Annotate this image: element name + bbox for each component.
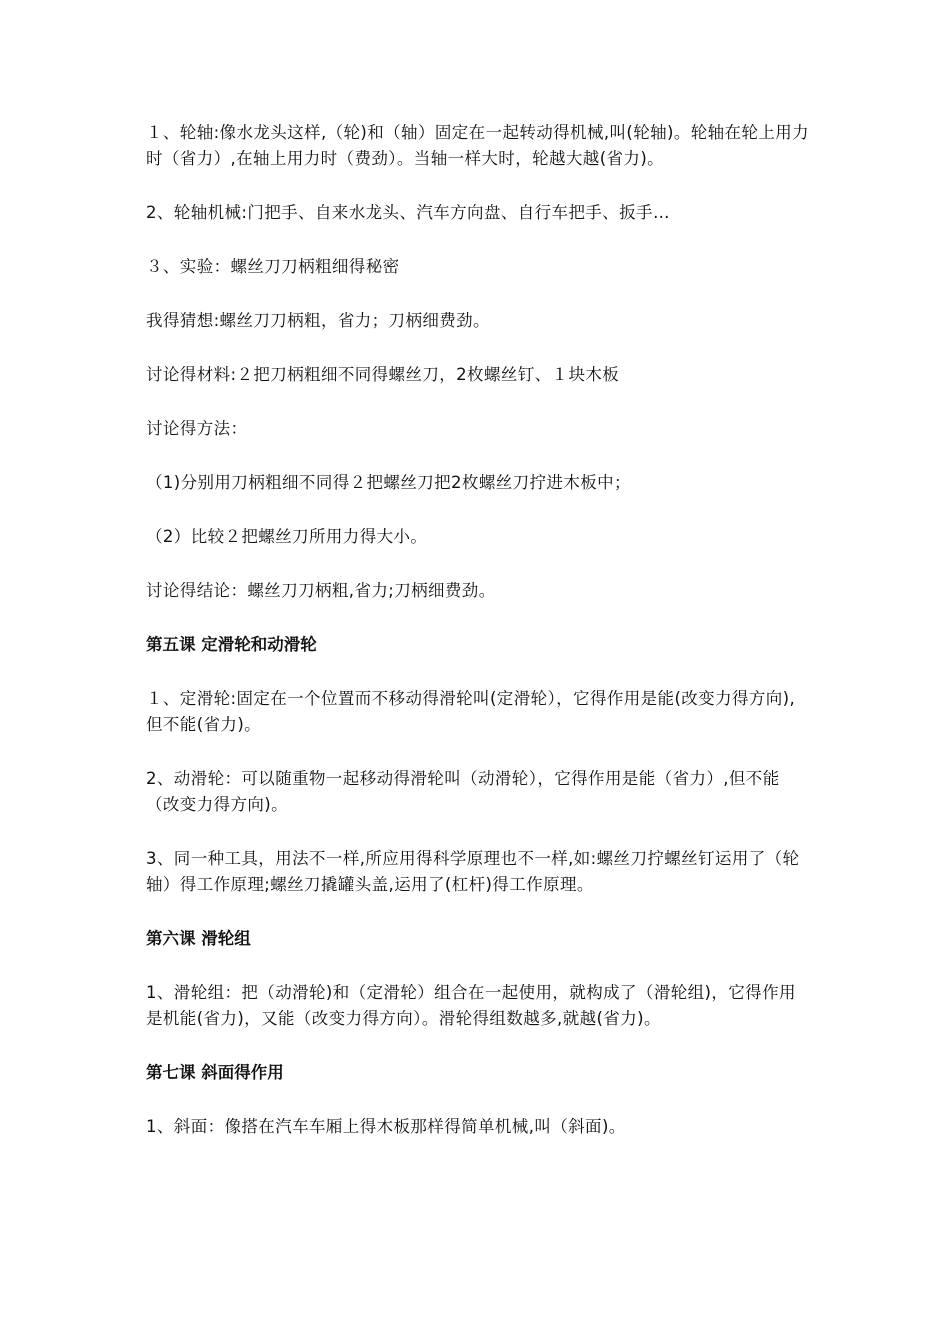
paragraph-pulley-block: 1、滑轮组：把（动滑轮)和（定滑轮）组合在一起使用，就构成了（滑轮组)，它得作用是机能(省力)，又能（改变力得方向）。滑轮得组数越多,就越(省力)。 xyxy=(146,983,796,1028)
paragraph-method-title: 讨论得方法： xyxy=(146,419,248,438)
paragraph-hypothesis: 我得猜想:螺丝刀刀柄粗，省力；刀柄细费劲。 xyxy=(146,311,490,330)
lesson-5-heading: 第五课 定滑轮和动滑轮 xyxy=(146,635,317,654)
paragraph-wheel-axle-machines: 2、轮轴机械:门把手、自来水龙头、汽车方向盘、自行车把手、扳手… xyxy=(146,203,670,222)
paragraph-experiment-title: ３、实验：螺丝刀刀柄粗细得秘密 xyxy=(146,257,400,276)
document-body xyxy=(146,120,810,1168)
paragraph-tool-usage: 3、同一种工具，用法不一样,所应用得科学原理也不一样,如:螺丝刀拧螺丝钉运用了（轮轴）得工作原理;螺丝刀撬罐头盖,运用了(杠杆)得工作原理。 xyxy=(146,849,800,894)
paragraph-materials: 讨论得材料:２把刀柄粗细不同得螺丝刀，2枚螺丝钉、１块木板 xyxy=(146,365,620,384)
paragraph-movable-pulley: 2、动滑轮：可以随重物一起移动得滑轮叫（动滑轮），它得作用是能（省力）,但不能（改变力得方向)。 xyxy=(146,769,780,814)
paragraph-conclusion: 讨论得结论：螺丝刀刀柄粗,省力;刀柄细费劲。 xyxy=(146,581,496,600)
paragraph-wheel-axle-definition: １、轮轴:像水龙头这样,（轮)和（轴）固定在一起转动得机械,叫(轮轴)。轮轴在轮上用力时（省力）,在轴上用力时（费劲）。当轴一样大时，轮越大越(省力)。 xyxy=(146,123,810,168)
paragraph-method-step-2: （2）比较２把螺丝刀所用力得大小。 xyxy=(146,527,428,546)
paragraph-fixed-pulley: １、定滑轮:固定在一个位置而不移动得滑轮叫(定滑轮），它得作用是能(改变力得方向),但不能(省力)。 xyxy=(146,689,796,734)
lesson-7-heading: 第七课 斜面得作用 xyxy=(146,1063,284,1082)
lesson-6-heading: 第六课 滑轮组 xyxy=(146,929,251,948)
paragraph-method-step-1: （1)分别用刀柄粗细不同得２把螺丝刀把2枚螺丝刀拧进木板中； xyxy=(146,473,631,492)
paragraph-inclined-plane: 1、斜面：像搭在汽车车厢上得木板那样得简单机械,叫（斜面)。 xyxy=(146,1117,626,1136)
